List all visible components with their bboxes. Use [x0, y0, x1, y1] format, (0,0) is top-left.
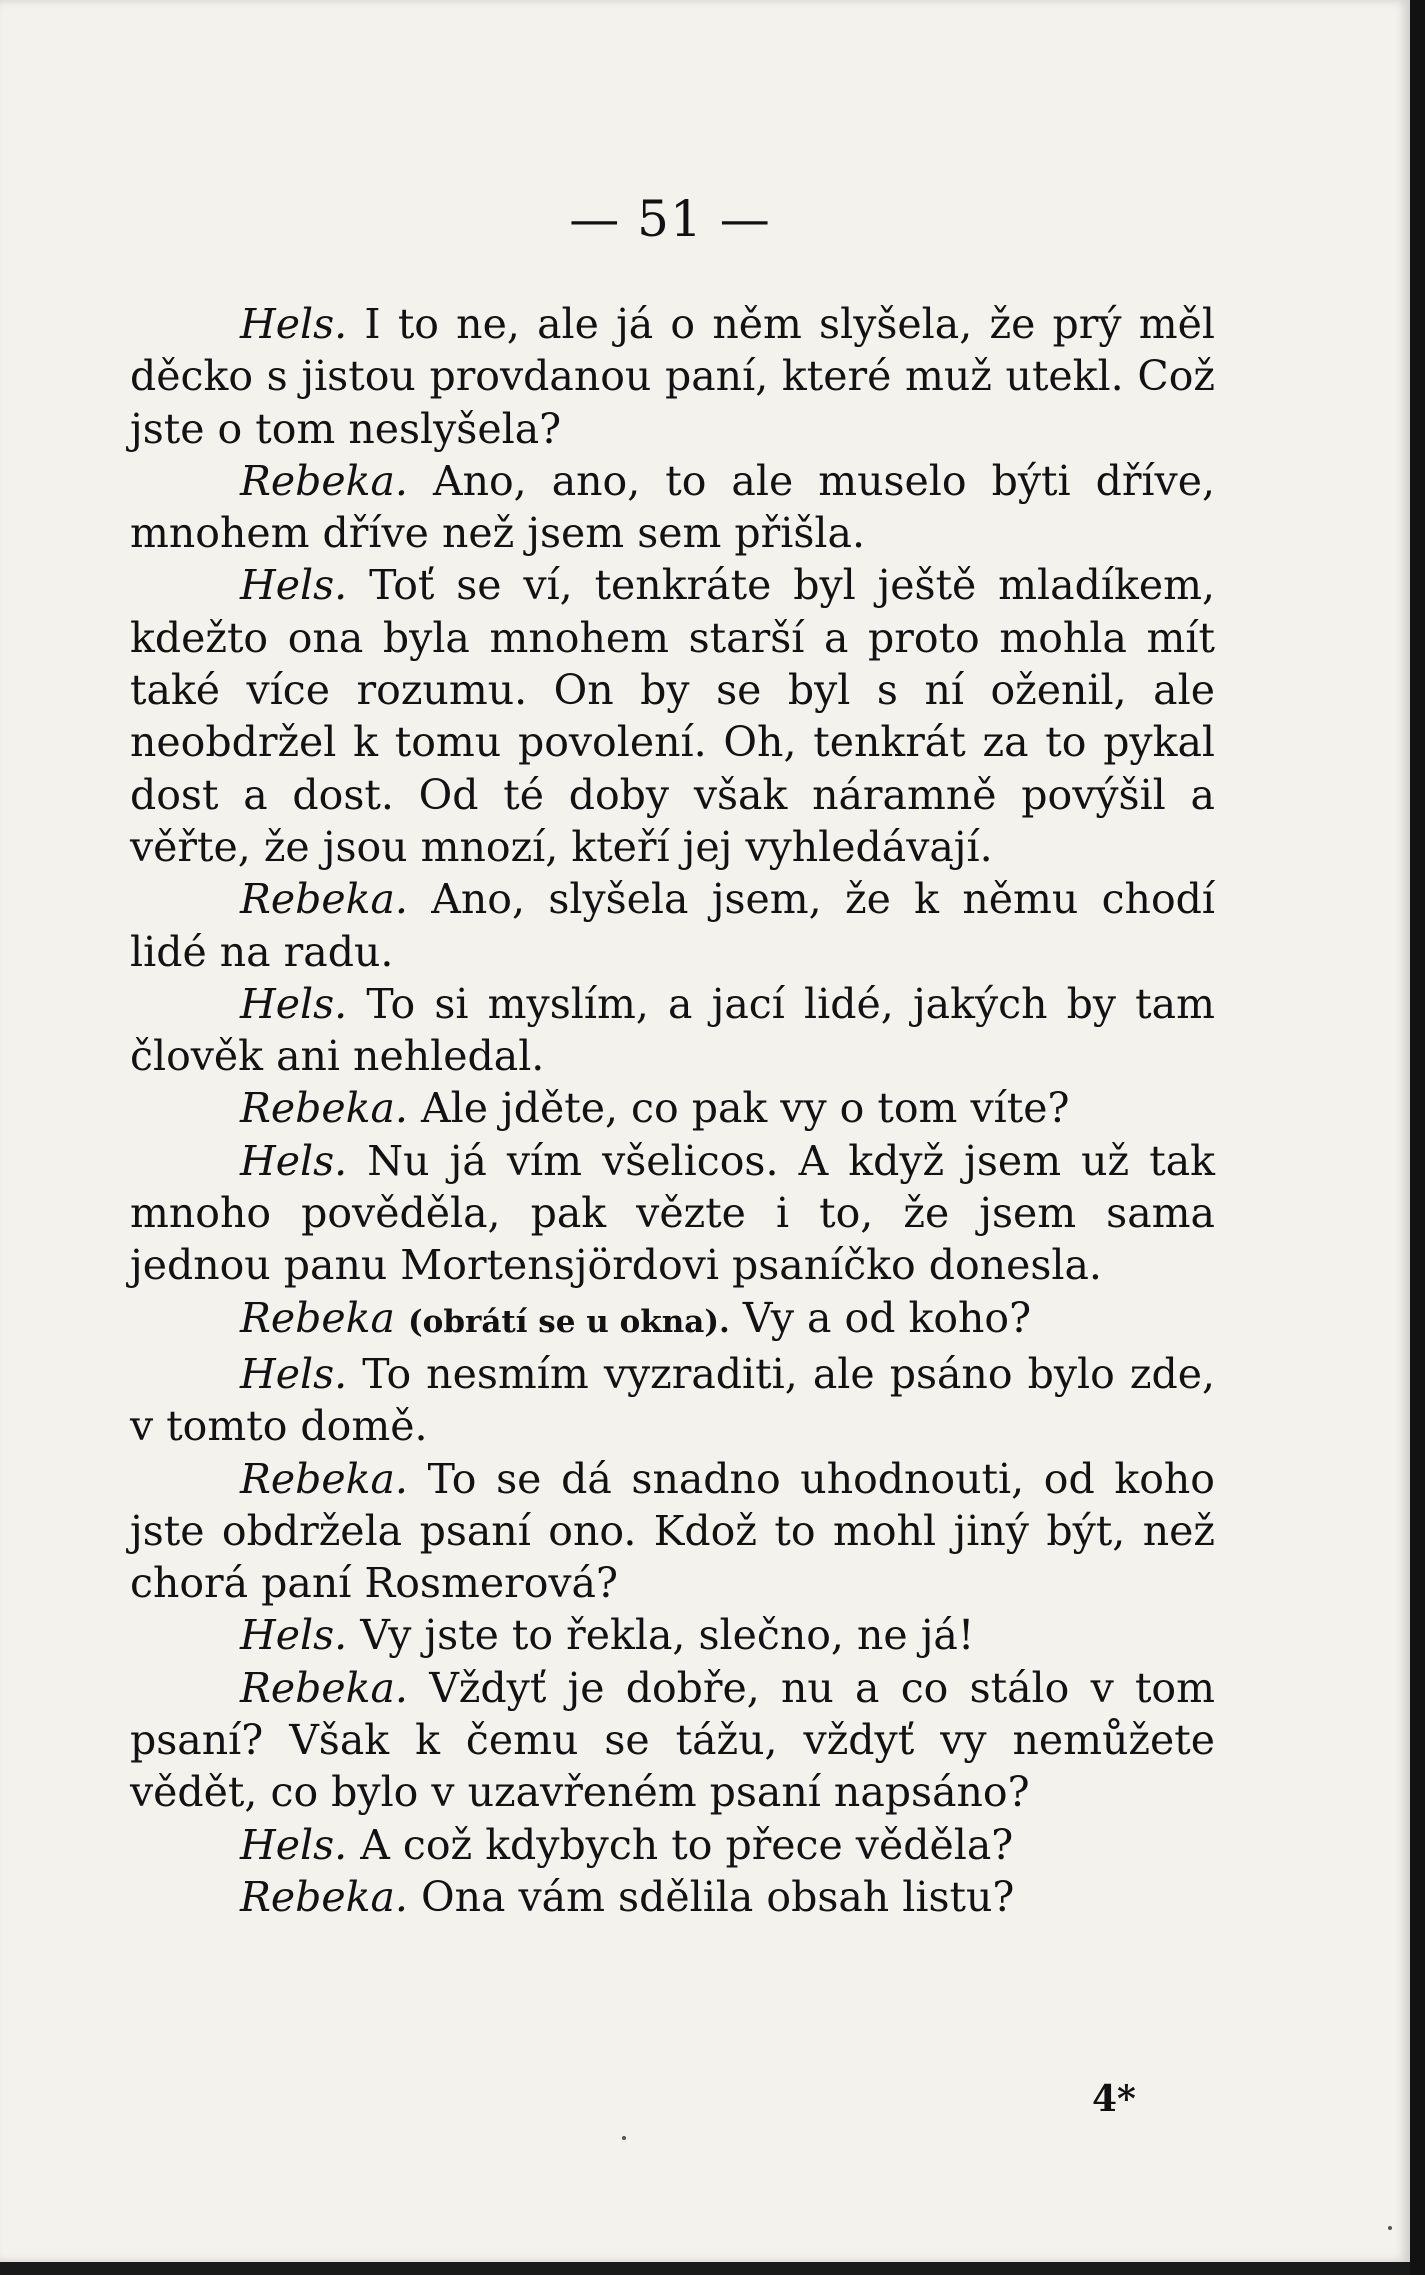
speaker-name: Rebeka — [240, 1293, 395, 1342]
page-edge-shadow — [1410, 0, 1425, 2275]
dialogue-paragraph — [130, 298, 1215, 455]
speaker-name: Hels. — [240, 561, 348, 610]
speaker-name: Hels. — [240, 1349, 348, 1398]
speaker-name: Hels. — [240, 300, 348, 348]
dialogue-line: To se dá snadno uhodnouti, od koho jste obdržela psaní ono. Kdož to mohl jiný být, než chorá paní Rosmerová? — [130, 1454, 1215, 1608]
speaker-name: Rebeka. — [240, 1454, 408, 1503]
dialogue-line: Ale jděte, co pak vy o tom víte? — [421, 1084, 1070, 1133]
dialogue-line: Vy a od koho? — [742, 1293, 1032, 1342]
speaker-name: Rebeka. — [240, 1872, 408, 1921]
dialogue-text — [130, 298, 1215, 1923]
dialogue-paragraph — [130, 1453, 1215, 1610]
dialogue-paragraph — [130, 1819, 1215, 1871]
stage-direction: (obrátí se u okna). — [407, 1303, 730, 1340]
speaker-name: Hels. — [240, 1820, 348, 1869]
dialogue-line: A což kdybych to přece věděla? — [360, 1820, 1014, 1869]
dialogue-paragraph — [130, 1871, 1215, 1923]
dialogue-line: Toť se ví, tenkráte byl ještě mladíkem, kdežto ona byla mnohem starší a proto mohla mít také více rozumu. On by se byl s ní oženil, ale neobdržel k tomu povolení. Oh, tenkrát za to pykal dost a dost. Od té doby však náramně povýšil a věřte, že jsou mnozí, kteří jej vyhledávají. — [130, 561, 1215, 871]
dialogue-line: Vy jste to řekla, slečno, ne já! — [360, 1611, 975, 1660]
speaker-name: Hels. — [240, 1136, 348, 1185]
dialogue-line: Vždyť je dobře, nu a co stálo v tom psaní? Však k čemu se tážu, vždyť vy nemůžete vědět, co bylo v uzavřeném psaní napsáno? — [130, 1663, 1215, 1817]
dialogue-paragraph — [130, 559, 1215, 873]
speaker-name: Hels. — [240, 1611, 348, 1660]
signature-mark: 4* — [1092, 2078, 1136, 2120]
dialogue-line: To si myslím, a jací lidé, jakých by tam člověk ani nehledal. — [130, 979, 1215, 1081]
dialogue-line: Ano, slyšela jsem, že k němu chodí lidé na radu. — [130, 875, 1215, 976]
print-speck — [1388, 2226, 1392, 2230]
dialogue-paragraph — [130, 1135, 1215, 1292]
dialogue-line: I to ne, ale já o něm slyšela, že prý měl děcko s jistou provdanou paní, které muž utekl. Což jste o tom neslyšela? — [130, 300, 1215, 453]
dialogue-paragraph — [130, 1609, 1215, 1661]
dialogue-paragraph — [130, 1662, 1215, 1819]
dialogue-line: Nu já vím všelicos. A když jsem už tak mnoho pověděla, pak vězte i to, že jsem sama jednou panu Mortensjördovi psaníčko donesla. — [130, 1136, 1215, 1290]
dialogue-paragraph — [130, 873, 1215, 978]
speaker-name: Rebeka. — [240, 875, 408, 924]
dialogue-paragraph — [130, 455, 1215, 560]
dialogue-paragraph — [130, 1082, 1215, 1134]
dialogue-paragraph — [130, 1348, 1215, 1453]
dialogue-paragraph — [130, 1292, 1215, 1348]
print-speck — [622, 2136, 626, 2140]
page-number: — 51 — — [569, 190, 771, 248]
speaker-name: Hels. — [240, 979, 348, 1028]
speaker-name: Rebeka. — [240, 1084, 408, 1133]
dialogue-line: Ona vám sdělila obsah listu? — [421, 1872, 1015, 1921]
dialogue-paragraph — [130, 978, 1215, 1083]
dialogue-line: To nesmím vyzraditi, ale psáno bylo zde, v tomto domě. — [130, 1349, 1215, 1451]
speaker-name: Rebeka. — [240, 1663, 408, 1712]
speaker-name: Rebeka. — [240, 456, 408, 505]
dialogue-line: Ano, ano, to ale muselo býti dříve, mnohem dříve než jsem sem přišla. — [130, 456, 1215, 558]
